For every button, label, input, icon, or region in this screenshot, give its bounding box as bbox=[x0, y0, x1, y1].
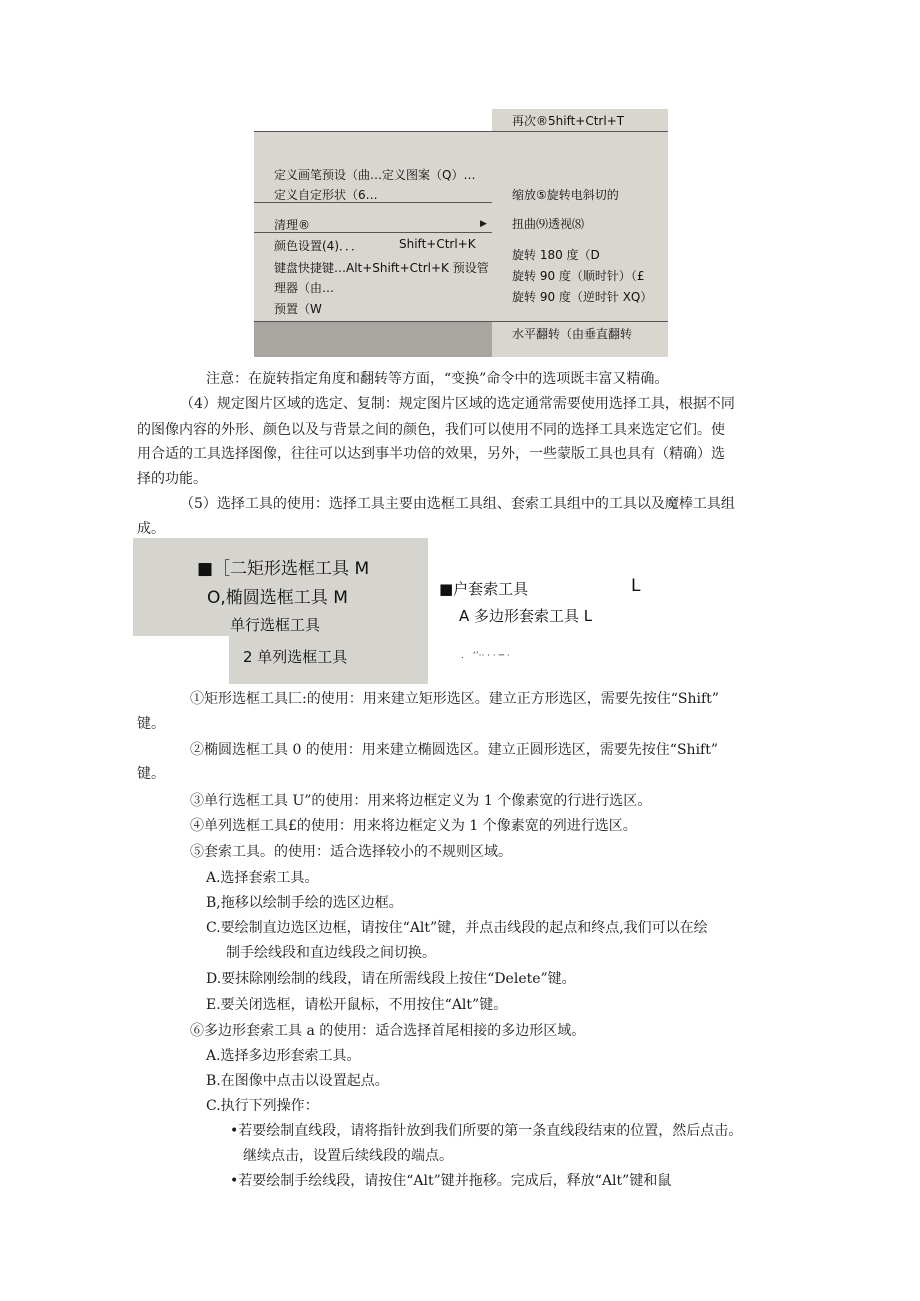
tool-rectangular-marquee[interactable]: ■［二矩形选框工具 M bbox=[197, 559, 370, 579]
item-5: ⑤套索工具。的使用：适合选择较小的不规则区域。 bbox=[190, 844, 512, 860]
menu-item-define-shape[interactable]: 定义自定形状（6… bbox=[274, 188, 378, 202]
para4-line1: （4）规定图片区域的选定、复制：规定图片区域的选定通常需要使用选择工具，根据不同 bbox=[180, 396, 735, 412]
lasso-step-e: E.要关闭选框，请松开鼠标，不用按住“Alt”键。 bbox=[206, 997, 508, 1013]
cut-off-tool-row: ． ‘’·· · · ─ · bbox=[461, 651, 510, 661]
marquee-tool-panel-ext bbox=[229, 636, 428, 644]
menu-item-flip[interactable]: 水平翻转（由垂直翻转 bbox=[512, 327, 633, 341]
item-1-line1: ①矩形选框工具匚:的使用：用来建立矩形选区。建立正方形选区，需要先按住“Shift” bbox=[190, 691, 719, 707]
submenu-arrow-icon: ▶ bbox=[480, 219, 487, 229]
menu-item-preferences[interactable]: 预置（W bbox=[274, 302, 322, 316]
lasso-step-d: D.要抹除刚绘制的线段，请在所需线段上按住“Delete”键。 bbox=[206, 971, 576, 987]
poly-step-a: A.选择多边形套索工具。 bbox=[206, 1048, 361, 1064]
lasso-step-b: B,拖移以绘制手绘的选区边框。 bbox=[206, 895, 403, 911]
poly-step-b: B.在图像中点击以设置起点。 bbox=[206, 1073, 389, 1089]
bullet-1-line1: •若要绘制直线段，请将指针放到我们所要的第一条直线段结束的位置，然后点击。 bbox=[230, 1123, 743, 1139]
edit-menu-footer bbox=[254, 321, 492, 357]
lasso-step-c-line1: C.要绘制直边选区边框，请按住“Alt”键，并点击线段的起点和终点,我们可以在绘 bbox=[206, 920, 708, 936]
menu-item-rotate-180[interactable]: 旋转 180 度（D bbox=[512, 248, 600, 262]
menu-item-keyboard-shortcuts[interactable]: 键盘快捷键…Alt+Shift+Ctrl+K 预设管 bbox=[274, 261, 489, 275]
menu-item-color-settings[interactable]: 颜色设置(4)．．． bbox=[274, 239, 363, 253]
item-4: ④单列选框工具£的使用：用来将边框定义为 1 个像素宽的列进行选区。 bbox=[190, 818, 637, 834]
tool-lasso[interactable]: ■户套索工具 bbox=[439, 580, 529, 598]
note-paragraph: 注意：在旋转指定角度和翻转等方面，“变换”命令中的选项既丰富又精确。 bbox=[206, 371, 669, 387]
item-2-line2: 键。 bbox=[137, 766, 165, 782]
poly-step-c: C.执行下列操作： bbox=[206, 1098, 319, 1114]
transform-submenu-panel bbox=[492, 109, 668, 357]
para5-line1: （5）选择工具的使用：选择工具主要由选框工具组、套索工具组中的工具以及魔棒工具组 bbox=[180, 496, 735, 512]
para4-line4: 择的功能。 bbox=[137, 471, 207, 487]
menu-item-preset-manager[interactable]: 理器（由… bbox=[274, 281, 335, 295]
item-1-line2: 键。 bbox=[137, 716, 165, 732]
menu-screenshot bbox=[254, 109, 668, 357]
menu-item-rotate-90-ccw[interactable]: 旋转 90 度（逆时针 XQ） bbox=[512, 290, 653, 304]
tool-elliptical-marquee[interactable]: O,椭圆选框工具 M bbox=[207, 588, 348, 608]
tool-single-row-marquee[interactable]: 单行选框工具 bbox=[230, 616, 321, 634]
color-settings-shortcut: Shift+Ctrl+K bbox=[399, 237, 476, 251]
lasso-step-a: A.选择套索工具。 bbox=[206, 870, 319, 886]
menu-item-define-brush[interactable]: 定义画笔预设（曲…定义图案（Q）… bbox=[274, 168, 476, 182]
menu-item-scale-rotate-skew[interactable]: 缩放⑤旋转电斜切的 bbox=[512, 188, 619, 202]
menu-item-purge[interactable]: 清理® bbox=[274, 218, 311, 232]
lasso-step-c-line2: 制手绘线段和直边线段之间切换。 bbox=[226, 945, 436, 961]
item-3: ③单行选框工具 U”的使用：用来将边框定义为 1 个像素宽的行进行选区。 bbox=[190, 793, 652, 809]
menu-item-distort-perspective[interactable]: 扭曲⑼透视⑻ bbox=[512, 217, 585, 231]
tool-single-column-marquee[interactable]: 2 单列选框工具 bbox=[243, 648, 348, 666]
menu-item-transform-again[interactable]: 再次®5hift+Ctrl+T bbox=[512, 114, 625, 128]
bullet-2-line1: •若要绘制手绘线段，请按住“Alt”键并拖移。完成后，释放“Alt”键和鼠 bbox=[230, 1173, 672, 1189]
para4-line2: 的图像内容的外形、颜色以及与背景之间的颜色，我们可以使用不同的选择工具来选定它们。使 bbox=[137, 422, 725, 438]
bullet-1-line2: 继续点击，设置后续线段的端点。 bbox=[243, 1148, 453, 1164]
tools-screenshot bbox=[133, 538, 678, 684]
lasso-shortcut: L bbox=[631, 576, 641, 596]
menu-item-rotate-90-cw[interactable]: 旋转 90 度（顺时针）（£ bbox=[512, 269, 645, 283]
item-2-line1: ②椭圆选框工具 0 的使用：用来建立椭圆选区。建立正圆形选区，需要先按住“Shift” bbox=[190, 742, 719, 758]
para5-line2: 成。 bbox=[137, 521, 165, 537]
tool-polygonal-lasso[interactable]: A 多边形套索工具 L bbox=[459, 607, 593, 625]
para4-line3: 用合适的工具选择图像，往往可以达到事半功倍的效果，另外，一些蒙版工具也具有（精确）选 bbox=[137, 446, 725, 462]
item-6: ⑥多边形套索工具 a 的使用：适合选择首尾相接的多边形区域。 bbox=[190, 1023, 586, 1039]
